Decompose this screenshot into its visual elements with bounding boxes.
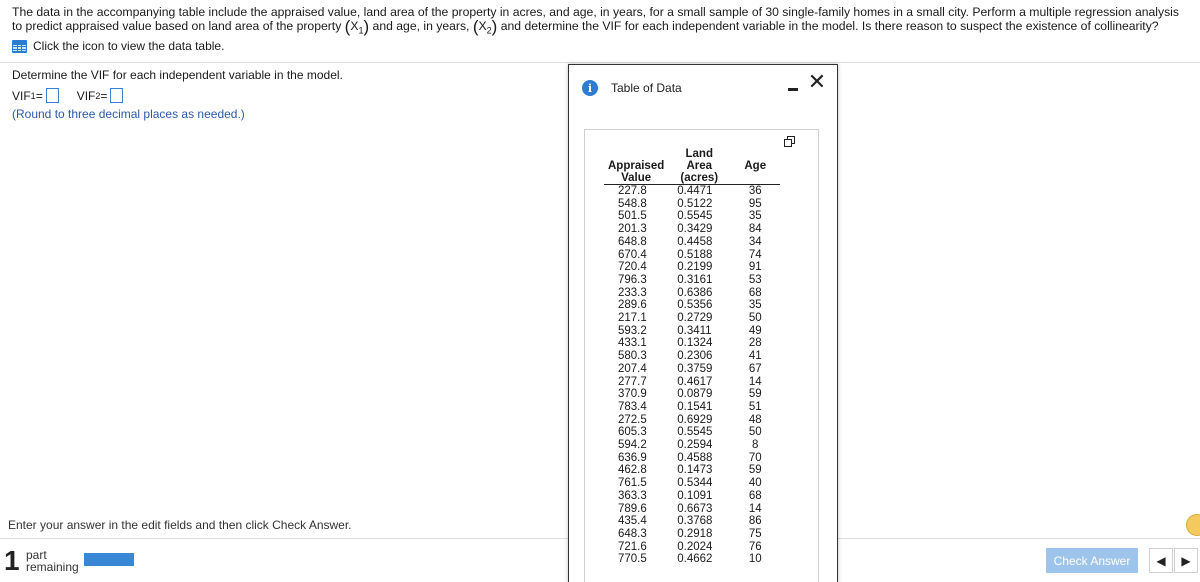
age-cell: 53 (748, 273, 762, 286)
view-data-link[interactable] (12, 39, 224, 53)
age-cell: 28 (748, 337, 762, 350)
table-row (604, 553, 780, 566)
table-row (604, 464, 780, 477)
appraised-value-cell: 721.6 (618, 540, 647, 553)
appraised-value-cell: 796.3 (618, 273, 647, 286)
appraised-value-cell: 462.8 (618, 464, 647, 477)
x2-variable: X (478, 19, 487, 33)
table-row (604, 541, 780, 554)
vif-prompt: Determine the VIF for each independent variable in the model. (12, 68, 343, 82)
minimize-button[interactable] (785, 79, 801, 95)
land-area-cell: 0.5356 (677, 299, 713, 312)
close-icon: ✕ (807, 69, 827, 94)
age-cell: 86 (748, 515, 762, 528)
appraised-value-cell: 433.1 (618, 337, 647, 350)
x2-subscript: 2 (486, 25, 492, 36)
age-cell: 48 (748, 413, 762, 426)
triangle-right-icon: ▶ (1181, 553, 1191, 568)
x1-variable: X (350, 19, 359, 33)
land-area-cell: 0.1473 (677, 464, 713, 477)
table-row (604, 376, 780, 389)
table-row (604, 325, 780, 338)
age-cell: 68 (748, 286, 762, 299)
age-cell: 91 (748, 261, 762, 274)
data-table-frame (584, 129, 819, 582)
land-area-cell: 0.3768 (677, 515, 713, 528)
appraised-value-cell: 501.5 (618, 210, 647, 223)
land-area-cell: 0.5188 (677, 248, 713, 261)
help-avatar-icon[interactable] (1186, 514, 1200, 536)
dialog-header (569, 65, 837, 109)
age-cell: 50 (748, 426, 762, 439)
age-cell: 36 (748, 185, 762, 197)
age-cell: 14 (748, 502, 762, 515)
table-row (604, 287, 780, 300)
prev-question-button[interactable] (1149, 548, 1173, 573)
land-area-cell: 0.4471 (677, 185, 713, 197)
age-cell: 67 (748, 362, 762, 375)
table-row (604, 350, 780, 363)
table-row (604, 299, 780, 312)
land-area-cell: 0.4458 (677, 235, 713, 248)
appraised-value-cell: 233.3 (618, 286, 647, 299)
appraised-value-cell: 720.4 (618, 261, 647, 274)
land-area-cell: 0.4662 (677, 553, 713, 566)
vif1-input[interactable] (46, 88, 59, 103)
age-cell: 49 (748, 324, 762, 337)
age-cell: 10 (748, 553, 762, 566)
table-row (604, 198, 780, 211)
table-row (604, 503, 780, 516)
age-cell: 41 (748, 350, 762, 363)
section-divider (0, 62, 1200, 63)
data-table-dialog (568, 64, 838, 582)
appraised-value-cell: 648.8 (618, 235, 647, 248)
parts-remaining-label: part remaining (26, 548, 79, 574)
land-area-cell: 0.6386 (677, 286, 713, 299)
appraised-value-cell: 670.4 (618, 248, 647, 261)
table-row (604, 401, 780, 414)
column-header-age: Age (744, 160, 767, 172)
appraised-value-cell: 272.5 (618, 413, 647, 426)
land-area-cell: 0.3161 (677, 273, 713, 286)
close-button[interactable] (807, 69, 827, 94)
age-cell: 14 (748, 375, 762, 388)
vif2-input[interactable] (110, 88, 123, 103)
column-header-land-area: Land Area (acres) (680, 148, 719, 184)
age-cell: 34 (748, 235, 762, 248)
view-data-label[interactable]: Click the icon to view the data table. (33, 39, 225, 53)
minimize-icon (788, 88, 798, 91)
table-row (604, 249, 780, 262)
appraised-value-cell: 605.3 (618, 426, 647, 439)
land-area-cell: 0.1091 (677, 489, 713, 502)
appraised-value-cell: 770.5 (618, 553, 647, 566)
land-area-cell: 0.6673 (677, 502, 713, 515)
copy-icon[interactable] (784, 136, 796, 148)
question-part2: and age, in years, (369, 19, 473, 33)
vif-answer-row (12, 88, 141, 103)
age-cell: 35 (748, 299, 762, 312)
x2-close-paren: ) (491, 17, 498, 36)
age-cell: 59 (748, 388, 762, 401)
age-cell: 35 (748, 210, 762, 223)
table-row (604, 337, 780, 350)
land-area-cell: 0.2594 (677, 439, 713, 452)
appraised-value-cell: 201.3 (618, 223, 647, 236)
table-row (604, 185, 780, 198)
land-area-cell: 0.4588 (677, 451, 713, 464)
appraised-value-cell: 217.1 (618, 312, 647, 325)
appraised-value-cell: 593.2 (618, 324, 647, 337)
table-row (604, 452, 780, 465)
appraised-value-cell: 783.4 (618, 400, 647, 413)
land-area-cell: 0.2306 (677, 350, 713, 363)
table-row (604, 477, 780, 490)
table-header-row (604, 148, 780, 185)
table-row (604, 414, 780, 427)
instruction-text: Enter your answer in the edit fields and then click Check Answer. (8, 518, 352, 532)
appraised-value-cell: 594.2 (618, 439, 647, 452)
question-part1: The data in the accompanying table include the appraised value, land area of the property in acres, and age, in years, for a small sample of 30 single-family homes in a small city. Perform a multiple regression analysis to predict appraised value based on land area of the property (12, 5, 1179, 33)
land-area-cell: 0.4617 (677, 375, 713, 388)
age-cell: 84 (748, 223, 762, 236)
appraised-value-cell: 761.5 (618, 477, 647, 490)
appraised-value-cell: 580.3 (618, 350, 647, 363)
age-cell: 75 (748, 527, 762, 540)
vif1-label: VIF 1 = (12, 88, 43, 103)
land-area-cell: 0.2199 (677, 261, 713, 274)
triangle-left-icon: ◀ (1156, 553, 1166, 568)
appraised-value-cell: 289.6 (618, 299, 647, 312)
age-cell: 70 (748, 451, 762, 464)
table-row (604, 236, 780, 249)
x2-open-paren: ( (472, 17, 479, 36)
land-area-cell: 0.5545 (677, 426, 713, 439)
age-cell: 8 (752, 439, 759, 452)
land-area-cell: 0.2024 (677, 540, 713, 553)
table-body (604, 185, 780, 567)
age-cell: 40 (748, 477, 762, 490)
table-row (604, 312, 780, 325)
land-area-cell: 0.0879 (677, 388, 713, 401)
land-area-cell: 0.3411 (677, 324, 712, 337)
age-cell: 74 (748, 248, 762, 261)
age-cell: 50 (748, 312, 762, 325)
progress-bar (84, 553, 134, 566)
land-area-cell: 0.2729 (677, 312, 713, 325)
question-part3: and determine the VIF for each independent variable in the model. Is there reason to suspect the existence of collinearity? (497, 19, 1159, 33)
table-row (604, 426, 780, 439)
dialog-title: Table of Data (611, 81, 682, 95)
info-icon: i (582, 80, 598, 96)
appraised-value-cell: 277.7 (618, 375, 647, 388)
parts-remaining-count: 1 (4, 545, 20, 576)
table-row (604, 388, 780, 401)
appraised-value-cell: 648.3 (618, 527, 647, 540)
appraised-value-cell: 363.3 (618, 489, 647, 502)
age-cell: 76 (748, 540, 762, 553)
land-area-cell: 0.3429 (677, 223, 713, 236)
land-area-cell: 0.1324 (677, 337, 713, 350)
appraised-value-cell: 227.8 (618, 185, 647, 197)
table-row (604, 210, 780, 223)
land-area-cell: 0.5122 (677, 197, 713, 210)
land-area-cell: 0.6929 (677, 413, 713, 426)
table-row (604, 261, 780, 274)
land-area-cell: 0.2918 (677, 527, 713, 540)
age-cell: 95 (748, 197, 762, 210)
land-area-cell: 0.1541 (677, 400, 713, 413)
land-area-cell: 0.5545 (677, 210, 713, 223)
table-grid-icon[interactable] (12, 40, 27, 53)
rounding-hint: (Round to three decimal places as needed.) (12, 107, 245, 121)
vif2-label: VIF 2 = (76, 88, 108, 103)
age-cell: 51 (748, 400, 762, 413)
appraised-value-cell: 636.9 (618, 451, 647, 464)
table-row (604, 363, 780, 376)
table-row (604, 223, 780, 236)
table-row (604, 439, 780, 452)
age-cell: 59 (748, 464, 762, 477)
table-row (604, 528, 780, 541)
question-text (12, 5, 1192, 37)
next-question-button[interactable] (1174, 548, 1198, 573)
data-table (604, 148, 780, 566)
x1-subscript: 1 (358, 25, 364, 36)
land-area-cell: 0.3759 (677, 362, 713, 375)
table-row (604, 515, 780, 528)
appraised-value-cell: 435.4 (618, 515, 647, 528)
table-row (604, 274, 780, 287)
column-header-appraised-value: Appraised Value (608, 160, 665, 184)
age-cell: 68 (748, 489, 762, 502)
appraised-value-cell: 548.8 (618, 197, 647, 210)
x1-close-paren: ) (363, 17, 370, 36)
check-answer-button[interactable]: Check Answer (1046, 548, 1138, 573)
land-area-cell: 0.5344 (677, 477, 713, 490)
x1-open-paren: ( (344, 17, 351, 36)
appraised-value-cell: 370.9 (618, 388, 647, 401)
appraised-value-cell: 207.4 (618, 362, 647, 375)
appraised-value-cell: 789.6 (618, 502, 647, 515)
table-row (604, 490, 780, 503)
